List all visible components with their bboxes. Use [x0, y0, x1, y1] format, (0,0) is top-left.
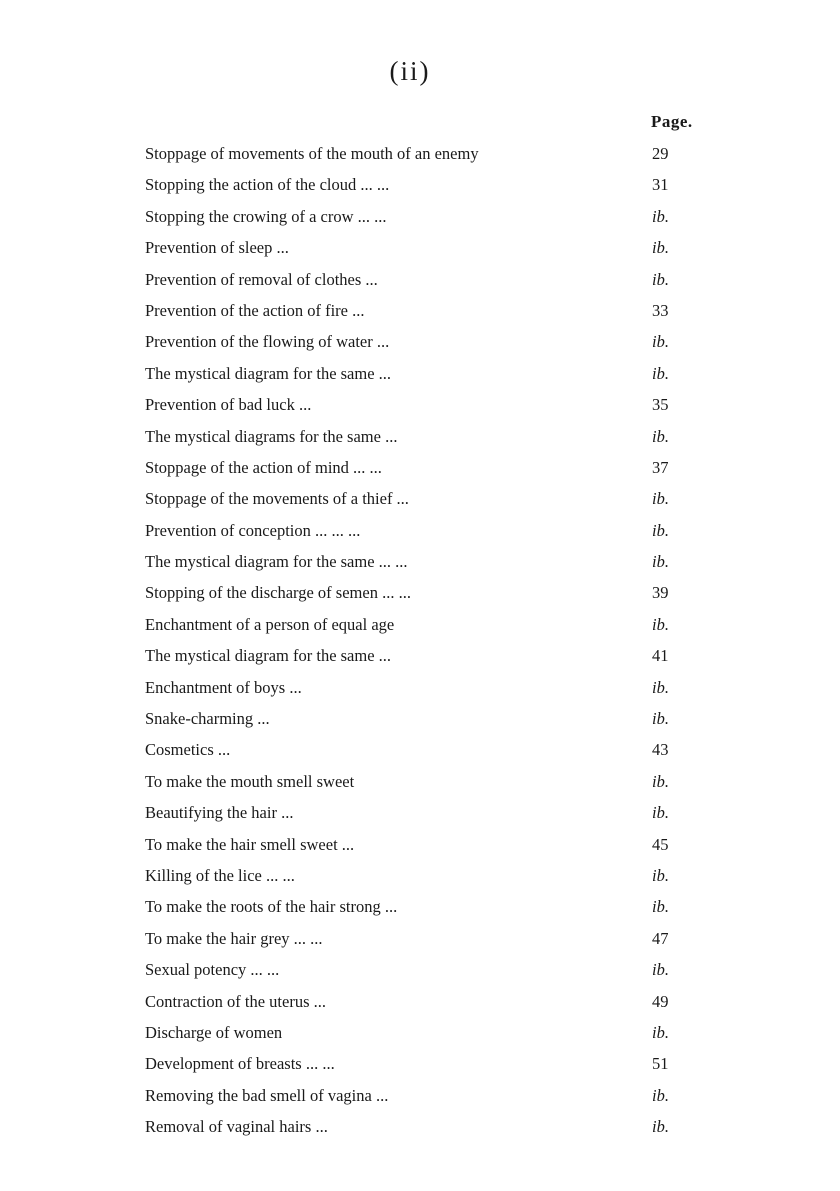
toc-row: [0, 483, 840, 514]
toc-entry-page: 45: [652, 834, 669, 854]
toc-entry-title: The mystical diagram for the same ...: [145, 646, 392, 666]
toc-entry-page: 41: [652, 646, 669, 666]
toc-row: [0, 421, 840, 452]
toc-row: [0, 1048, 840, 1079]
toc-entry-title: Contraction of the uterus ...: [145, 991, 327, 1011]
toc-entry-title: Removing the bad smell of vagina ...: [145, 1085, 389, 1105]
toc-entry-page: ib.: [652, 1117, 669, 1137]
toc-entry-title: To make the roots of the hair strong ...: [145, 897, 398, 917]
toc-entry-title: Beautifying the hair ...: [145, 803, 294, 823]
toc-entry-page: ib.: [652, 332, 669, 352]
toc-row: [0, 734, 840, 765]
toc-row: [0, 986, 840, 1017]
toc-entry-page: ib.: [652, 426, 669, 446]
toc-entry-title: Stoppage of the movements of a thief ...: [145, 489, 409, 509]
toc-entry-title: Killing of the lice ... ...: [145, 865, 295, 885]
toc-entry-title: Cosmetics ...: [145, 740, 231, 760]
toc-entry-page: ib.: [652, 865, 669, 885]
toc-row: [0, 546, 840, 577]
toc-entry-title: Stopping the crowing of a crow ... ...: [145, 206, 387, 226]
toc-row: [0, 326, 840, 357]
toc-entry-title: Stoppage of the action of mind ... ...: [145, 457, 382, 477]
toc-entry-title: The mystical diagram for the same ...: [145, 363, 392, 383]
toc-entry-page: ib.: [652, 489, 669, 509]
toc-entry-title: Prevention of bad luck ...: [145, 395, 312, 415]
toc-row: [0, 797, 840, 828]
toc-row: [0, 577, 840, 608]
toc-row: [0, 358, 840, 389]
toc-entry-page: 51: [652, 1054, 669, 1074]
toc-row: [0, 264, 840, 295]
toc-row: [0, 640, 840, 671]
toc-row: [0, 954, 840, 985]
toc-entry-page: 49: [652, 991, 669, 1011]
toc-row: [0, 672, 840, 703]
toc-row: [0, 1080, 840, 1111]
toc-entry-title: Snake-charming ...: [145, 709, 270, 729]
toc-row: [0, 515, 840, 546]
toc-entry-page: 39: [652, 583, 669, 603]
toc-entry-page: ib.: [652, 803, 669, 823]
toc-entry-title: Prevention of sleep ...: [145, 238, 289, 258]
toc-entry-page: ib.: [652, 238, 669, 258]
toc-row: [0, 232, 840, 263]
toc-entry-title: Stoppage of movements of the mouth of an enemy: [145, 144, 479, 163]
toc-row: [0, 766, 840, 797]
toc-entry-page: ib.: [652, 771, 669, 791]
toc-entry-page: ib.: [652, 269, 669, 289]
toc-entry-title: Stopping of the discharge of semen ... ...: [145, 583, 411, 603]
toc-row: [0, 860, 840, 891]
toc-row: [0, 452, 840, 483]
toc-entry-page: ib.: [652, 1022, 669, 1042]
toc-row: [0, 1017, 840, 1048]
toc-entry-page: 43: [652, 740, 669, 760]
toc-row: [0, 609, 840, 640]
toc-entry-title: Removal of vaginal hairs ...: [145, 1117, 328, 1137]
toc-entry-page: 37: [652, 457, 669, 477]
toc-entry-page: 33: [652, 300, 669, 320]
toc-row: [0, 389, 840, 420]
toc-entry-title: Sexual potency ... ...: [145, 960, 280, 980]
toc-entry-page: 31: [652, 175, 669, 195]
toc-entry-title: The mystical diagrams for the same ...: [145, 426, 398, 446]
toc-row: [0, 169, 840, 200]
toc-entry-title: Discharge of women: [145, 1022, 283, 1042]
toc-row: [0, 1111, 840, 1142]
toc-entry-title: Prevention of removal of clothes ...: [145, 269, 378, 289]
toc-row: [0, 923, 840, 954]
toc-row: [0, 891, 840, 922]
page-column-header: Page.: [651, 112, 693, 131]
toc-entry-page: ib.: [652, 709, 669, 729]
toc-entry-title: Prevention of the action of fire ...: [145, 300, 365, 320]
toc-entry-title: Prevention of conception ... ... ...: [145, 520, 361, 540]
toc-row: [0, 138, 840, 169]
toc-row: [0, 829, 840, 860]
toc-entry-title: Enchantment of boys ...: [145, 677, 302, 697]
toc-entry-title: The mystical diagram for the same ... ...: [145, 552, 408, 572]
toc-entry-title: Development of breasts ... ...: [145, 1054, 335, 1074]
toc-entry-page: ib.: [652, 614, 669, 634]
toc-entry-title: To make the mouth smell sweet: [145, 771, 355, 791]
toc-row: [0, 201, 840, 232]
toc-entry-title: Enchantment of a person of equal age: [145, 614, 395, 634]
toc-entry-page: ib.: [652, 552, 669, 572]
toc-entry-page: ib.: [652, 677, 669, 697]
toc-entry-page: ib.: [652, 897, 669, 917]
page-number: (ii): [389, 56, 431, 86]
toc-entry-page: ib.: [652, 520, 669, 540]
toc-entry-title: To make the hair smell sweet ...: [145, 834, 355, 854]
toc-entry-page: 29: [652, 144, 669, 163]
toc-entry-page: 35: [652, 395, 669, 415]
toc-entry-page: ib.: [652, 1085, 669, 1105]
toc-entry-page: ib.: [652, 206, 669, 226]
toc-entry-title: To make the hair grey ... ...: [145, 928, 323, 948]
toc-row: [0, 703, 840, 734]
toc-row: [0, 295, 840, 326]
toc-entry-page: 47: [652, 928, 669, 948]
toc-entry-title: Prevention of the flowing of water ...: [145, 332, 390, 352]
toc-entry-title: Stopping the action of the cloud ... ...: [145, 175, 390, 195]
toc-entry-page: ib.: [652, 363, 669, 383]
toc-entry-page: ib.: [652, 960, 669, 980]
table-of-contents: [0, 138, 840, 1143]
